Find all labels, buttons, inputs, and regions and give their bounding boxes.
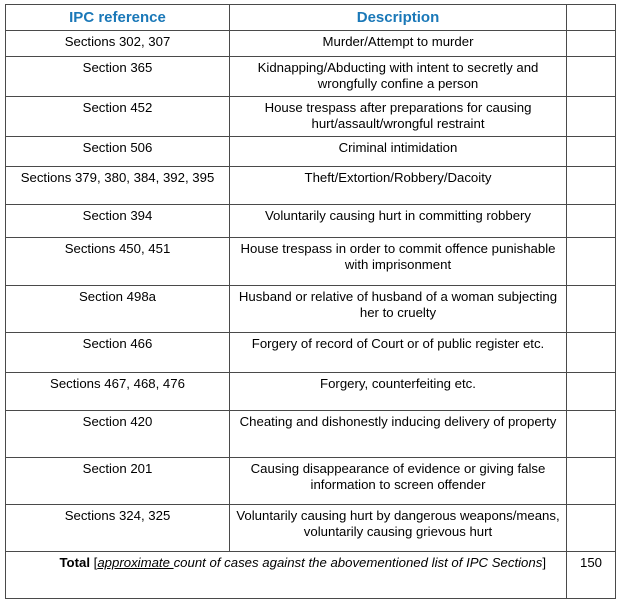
blank-cell <box>567 205 616 238</box>
blank-cell <box>567 373 616 411</box>
header-blank <box>567 5 616 31</box>
description-cell: Voluntarily causing hurt by dangerous weapons/means, voluntarily causing grievous hurt <box>230 505 567 552</box>
description-cell: Theft/Extortion/Robbery/Dacoity <box>230 167 567 205</box>
table-row <box>6 57 616 97</box>
ipc-reference-cell: Section 466 <box>6 333 230 373</box>
blank-cell <box>567 505 616 552</box>
total-label <box>6 552 567 599</box>
ipc-reference-cell: Section 201 <box>6 458 230 505</box>
blank-cell <box>567 167 616 205</box>
blank-cell <box>567 137 616 167</box>
total-value: 150 <box>567 552 616 599</box>
header-row <box>6 5 616 31</box>
blank-cell <box>567 238 616 286</box>
description-cell: Murder/Attempt to murder <box>230 31 567 57</box>
ipc-table <box>5 4 616 599</box>
table-row <box>6 411 616 458</box>
table-row <box>6 31 616 57</box>
total-approximate: approximate <box>97 555 174 570</box>
table-row <box>6 137 616 167</box>
ipc-reference-cell: Section 452 <box>6 97 230 137</box>
ipc-reference-cell: Section 394 <box>6 205 230 238</box>
table-row <box>6 205 616 238</box>
ipc-reference-cell: Sections 324, 325 <box>6 505 230 552</box>
table-row <box>6 286 616 333</box>
ipc-reference-cell: Section 498a <box>6 286 230 333</box>
ipc-reference-cell: Section 506 <box>6 137 230 167</box>
total-description: count of cases against the abovementioned list of IPC Sections <box>173 555 543 570</box>
ipc-reference-cell: Sections 450, 451 <box>6 238 230 286</box>
blank-cell <box>567 286 616 333</box>
description-cell: Voluntarily causing hurt in committing robbery <box>230 205 567 238</box>
blank-cell <box>567 411 616 458</box>
total-close-bracket: ] <box>542 555 546 570</box>
blank-cell <box>567 31 616 57</box>
ipc-reference-cell: Section 420 <box>6 411 230 458</box>
total-bold: Total <box>59 555 91 570</box>
description-cell: Cheating and dishonestly inducing delivery of property <box>230 411 567 458</box>
table-row <box>6 238 616 286</box>
ipc-reference-cell: Sections 467, 468, 476 <box>6 373 230 411</box>
description-cell: House trespass after preparations for causing hurt/assault/wrongful restraint <box>230 97 567 137</box>
table-row <box>6 458 616 505</box>
blank-cell <box>567 458 616 505</box>
total-open-bracket: [ <box>90 555 98 570</box>
table-row <box>6 505 616 552</box>
description-cell: Forgery, counterfeiting etc. <box>230 373 567 411</box>
ipc-reference-cell: Section 365 <box>6 57 230 97</box>
description-cell: House trespass in order to commit offence punishable with imprisonment <box>230 238 567 286</box>
description-cell: Causing disappearance of evidence or giving false information to screen offender <box>230 458 567 505</box>
blank-cell <box>567 333 616 373</box>
total-row <box>6 552 616 599</box>
description-cell: Forgery of record of Court or of public register etc. <box>230 333 567 373</box>
description-cell: Kidnapping/Abducting with intent to secretly and wrongfully confine a person <box>230 57 567 97</box>
ipc-reference-cell: Sections 379, 380, 384, 392, 395 <box>6 167 230 205</box>
description-cell: Criminal intimidation <box>230 137 567 167</box>
ipc-reference-cell: Sections 302, 307 <box>6 31 230 57</box>
table-row <box>6 333 616 373</box>
table-row <box>6 373 616 411</box>
blank-cell <box>567 97 616 137</box>
blank-cell <box>567 57 616 97</box>
table-row <box>6 97 616 137</box>
header-description: Description <box>230 5 567 31</box>
header-ipc-reference: IPC reference <box>6 5 230 31</box>
description-cell: Husband or relative of husband of a woman subjecting her to cruelty <box>230 286 567 333</box>
table-row <box>6 167 616 205</box>
